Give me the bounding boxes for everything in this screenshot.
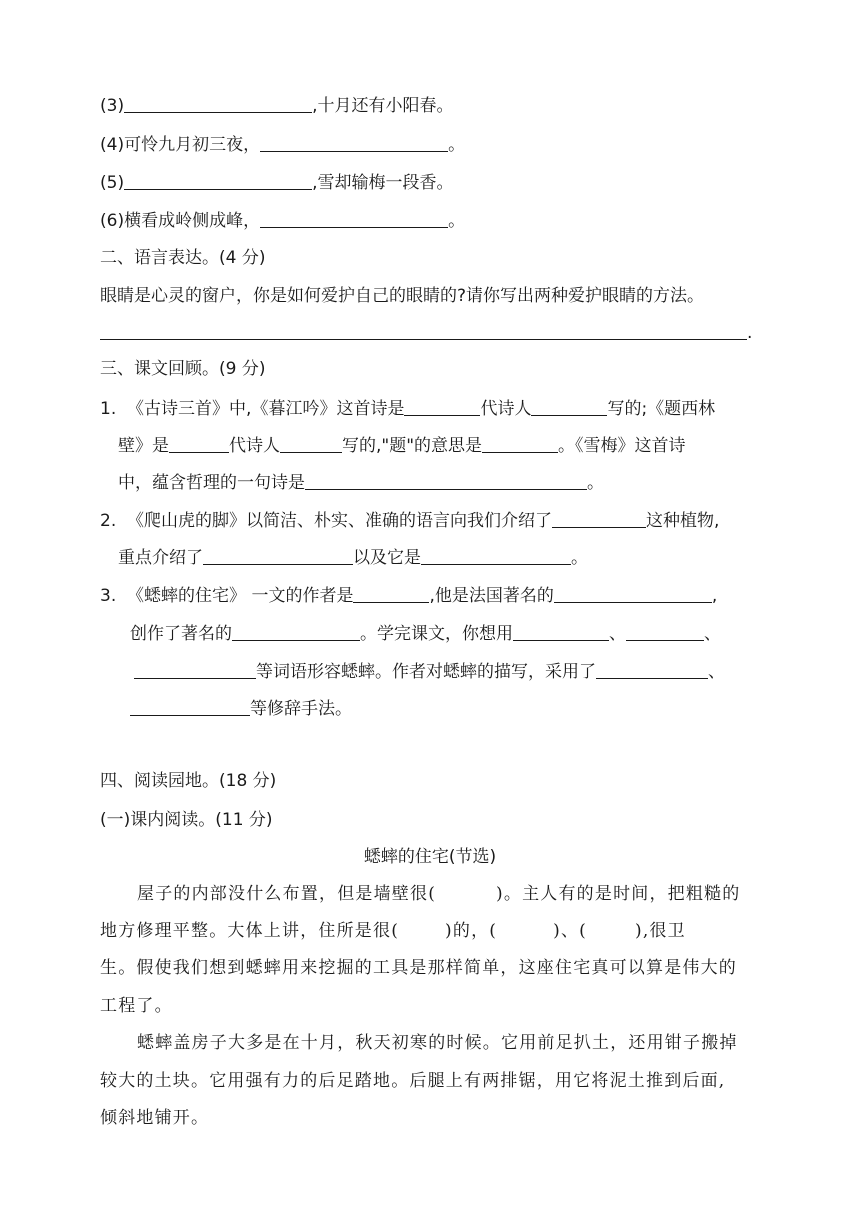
passage-p1-line-4: 工程了。	[100, 996, 173, 1016]
answer-blank[interactable]	[421, 546, 571, 565]
item-text: 创作了著名的	[130, 624, 232, 644]
answer-blank[interactable]	[552, 509, 646, 528]
review-item-2-line-1	[100, 509, 719, 532]
answer-blank[interactable]	[203, 546, 353, 565]
item-text: 《爬山虎的脚》以简洁、朴实、准确的语言向我们介绍了	[127, 511, 553, 531]
answer-blank[interactable]	[626, 622, 704, 641]
review-item-3-line-4	[130, 697, 352, 720]
passage-text: 地方修理平整。大体上讲，住所是很(	[100, 921, 400, 941]
answer-blank[interactable]	[554, 584, 712, 603]
line-end: .	[747, 323, 753, 343]
passage-text: )、(	[553, 921, 587, 941]
item-text: 。	[571, 548, 588, 568]
item-text: 代诗人	[480, 399, 532, 419]
item-text: 。《雪梅》这首诗	[558, 436, 686, 456]
question-number: (3)	[100, 96, 125, 116]
item-number: 1.	[100, 399, 117, 419]
passage-text: )。主人有的是时间，把粗糙的	[496, 884, 741, 904]
question-3	[100, 94, 454, 117]
answer-blank[interactable]	[260, 209, 448, 228]
question-4	[100, 133, 465, 156]
answer-blank[interactable]	[531, 397, 607, 416]
item-text: 这种植物,	[646, 511, 720, 531]
item-text: 、	[708, 662, 725, 682]
item-text: 、	[609, 624, 626, 644]
answer-blank[interactable]	[280, 434, 342, 453]
passage-p2-line-1: 蟋蟀盖房子大多是在十月，秋天初寒的时候。它用前足扒土，还用钳子搬掉	[137, 1033, 738, 1053]
item-text: 。	[587, 473, 604, 493]
question-end: 。	[448, 211, 466, 231]
section-3-title: 三、课文回顾。(9 分)	[100, 359, 266, 379]
answer-blank[interactable]	[353, 584, 429, 603]
review-item-1-line-3	[118, 471, 604, 494]
item-text: 写的;《题西林	[607, 399, 716, 419]
review-item-1-line-2	[118, 434, 686, 457]
answer-blank[interactable]	[513, 622, 609, 641]
item-text: 代诗人	[229, 436, 280, 456]
section-2-answer-line	[100, 321, 752, 344]
review-item-1-line-1	[100, 397, 715, 420]
answer-blank[interactable]	[124, 94, 312, 113]
passage-text: )的，(	[445, 921, 498, 941]
section-4-subtitle: (一)课内阅读。(11 分)	[100, 810, 273, 830]
answer-blank[interactable]	[232, 622, 360, 641]
section-4-title: 四、阅读园地。(18 分)	[100, 771, 277, 791]
item-text: 壁》是	[118, 436, 169, 456]
item-text: 重点介绍了	[118, 548, 203, 568]
answer-blank[interactable]	[169, 434, 229, 453]
review-item-3-line-1	[100, 584, 717, 607]
answer-blank[interactable]	[404, 397, 480, 416]
item-text: 《古诗三首》中,《暮江吟》这首诗是	[127, 399, 405, 419]
review-item-3-line-2	[130, 622, 721, 645]
item-text: 写的,"题"的意思是	[342, 436, 483, 456]
question-text: ,雪却输梅一段香。	[312, 173, 454, 193]
answer-blank[interactable]	[482, 434, 558, 453]
passage-title: 蟋蟀的住宅(节选)	[363, 847, 497, 867]
answer-blank[interactable]	[134, 660, 256, 679]
item-text: 等词语形容蟋蟀。作者对蟋蟀的描写，采用了	[256, 662, 596, 682]
question-text: ,十月还有小阳春。	[312, 96, 454, 116]
section-2-title: 二、语言表达。(4 分)	[100, 248, 266, 268]
passage-p2-line-3: 倾斜地铺开。	[100, 1108, 210, 1128]
passage-p1-line-2	[100, 920, 686, 942]
passage-text: 屋子的内部没什么布置，但是墙壁很(	[137, 884, 437, 904]
question-text: (6)横看成岭侧成峰，	[100, 211, 261, 231]
item-number: 2.	[100, 511, 117, 531]
answer-blank[interactable]	[124, 171, 312, 190]
item-text: 中，蕴含哲理的一句诗是	[118, 473, 305, 493]
question-text: (4)可怜九月初三夜，	[100, 135, 261, 155]
item-text: 。学完课文，你想用	[360, 624, 513, 644]
item-text: ,	[711, 586, 718, 606]
question-number: (5)	[100, 173, 125, 193]
answer-blank[interactable]	[100, 321, 747, 340]
answer-blank[interactable]	[596, 660, 708, 679]
review-item-3-line-3	[134, 660, 725, 683]
passage-p2-line-2: 较大的土块。它用强有力的后足踏地。后腿上有两排锯，用它将泥土推到后面,	[100, 1071, 726, 1091]
item-number: 3.	[100, 586, 117, 606]
answer-blank[interactable]	[260, 133, 448, 152]
item-text: 、	[704, 624, 721, 644]
section-2-question: 眼睛是心灵的窗户，你是如何爱护自己的眼睛的?请你写出两种爱护眼睛的方法。	[100, 286, 705, 306]
item-text: 以及它是	[353, 548, 421, 568]
answer-blank[interactable]	[130, 697, 250, 716]
item-text: 《蟋蟀的住宅》 一文的作者是	[127, 586, 354, 606]
item-text: ,他是法国著名的	[429, 586, 554, 606]
passage-p1-line-1	[137, 883, 740, 905]
answer-blank[interactable]	[305, 471, 587, 490]
passage-p1-line-3: 生。假使我们想到蟋蟀用来挖掘的工具是那样简单，这座住宅真可以算是伟大的	[100, 958, 737, 978]
passage-text: ),很卫	[635, 921, 686, 941]
question-5	[100, 171, 454, 194]
question-6	[100, 209, 465, 232]
question-end: 。	[448, 135, 466, 155]
review-item-2-line-2	[118, 546, 588, 569]
item-text: 等修辞手法。	[250, 699, 352, 719]
